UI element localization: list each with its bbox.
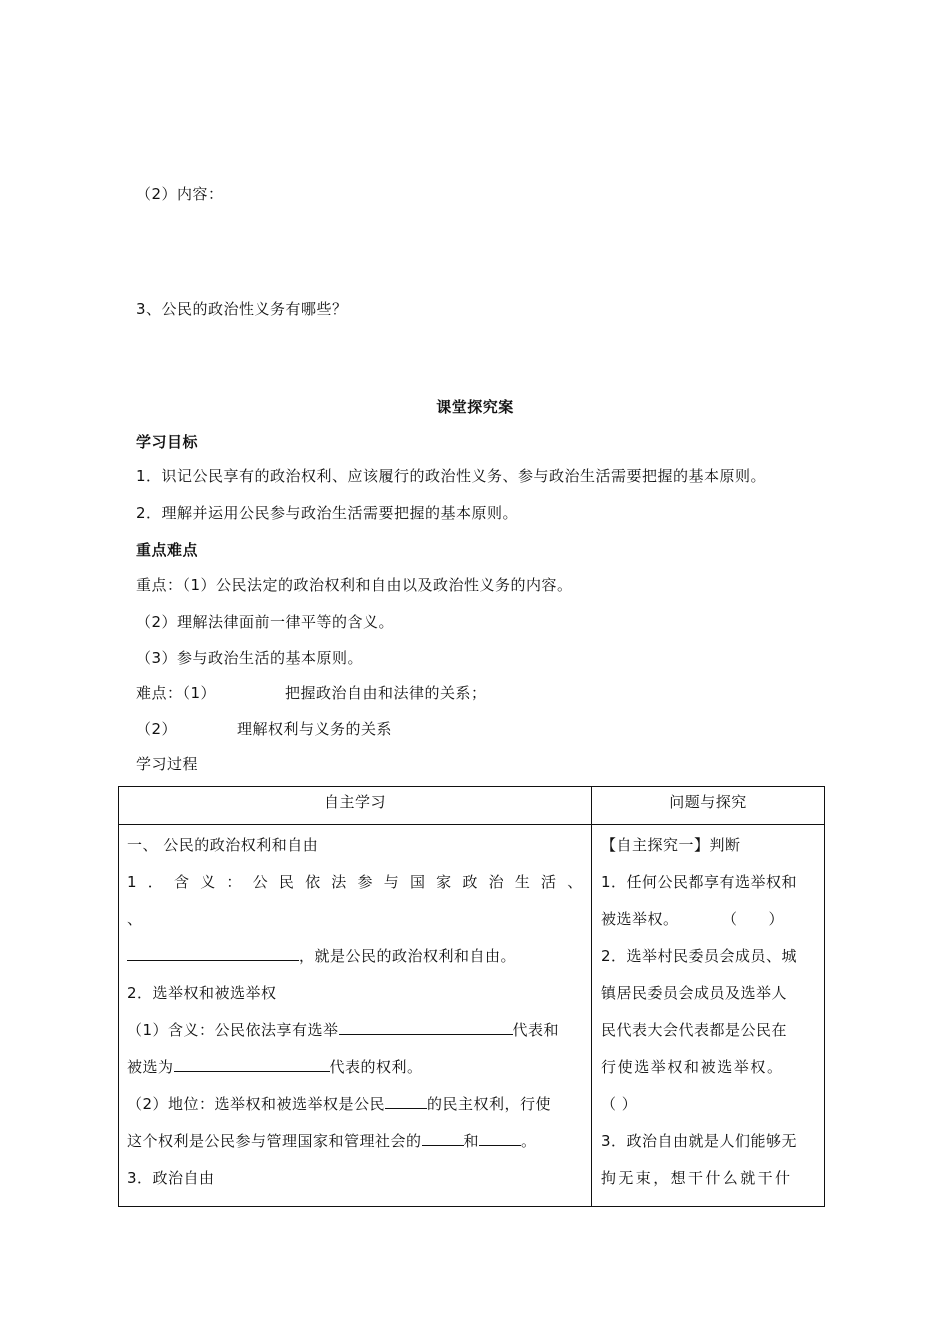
content-label: （2）内容：	[136, 185, 224, 203]
difficulty-1-text: 把握政治自由和法律的关系；	[285, 684, 487, 702]
right-line-7: 行使选举权和被选举权。	[601, 1058, 784, 1076]
right-line-3: 被选举权。	[601, 910, 679, 928]
justified-char: 、	[567, 873, 583, 891]
justified-char: 国	[409, 873, 426, 891]
question-3: 3、公民的政治性义务有哪些？	[136, 300, 348, 318]
left-line-6	[127, 1020, 559, 1040]
header-self-study	[119, 787, 592, 825]
justified-char: 民	[278, 873, 295, 891]
difficulty-2-label: （2）	[136, 720, 178, 738]
left-line-8-a: （2）地位：选举权和被选举权是公民	[127, 1095, 386, 1113]
left-line-1: 一、 公民的政治权利和自由	[127, 836, 319, 854]
left-line-9-c: 。	[521, 1132, 537, 1150]
left-line-6-b: 代表和	[512, 1021, 560, 1039]
justified-char: 家	[436, 873, 452, 891]
fill-blank[interactable]	[422, 1131, 464, 1146]
left-line-3: 、	[127, 910, 143, 928]
left-line-9-a: 这个权利是公民参与管理国家和管理社会的	[127, 1132, 422, 1150]
justified-char: 参	[357, 873, 374, 891]
justified-char: 依	[305, 873, 321, 891]
key-point-3: （3）参与政治生活的基本原则。	[136, 649, 364, 667]
justified-char: 政	[462, 873, 478, 891]
answer-paren-2[interactable]: （ ）	[601, 1095, 638, 1113]
justified-char: 生	[514, 873, 531, 891]
justified-char: 1	[127, 873, 138, 891]
left-line-7	[127, 1057, 423, 1077]
process-label: 学习过程	[136, 755, 199, 773]
justified-char: 义	[200, 873, 216, 891]
justified-char: 活	[541, 873, 557, 891]
left-line-8-b: 的民主权利，行使	[427, 1095, 552, 1113]
fill-blank[interactable]	[479, 1131, 521, 1146]
difficulty-1-label: 难点：（1）	[136, 684, 217, 702]
col-right-header: 问题与探究	[669, 793, 747, 811]
key-point-1: 重点：（1）公民法定的政治权利和自由以及政治性义务的内容。	[136, 576, 573, 594]
fill-blank[interactable]	[127, 946, 299, 961]
right-line-6: 民代表大会代表都是公民在	[601, 1021, 788, 1039]
left-line-7-b: 代表的权利。	[329, 1058, 423, 1076]
left-content-cell	[119, 825, 592, 1207]
left-line-9	[127, 1131, 537, 1151]
fill-blank[interactable]	[385, 1094, 427, 1109]
study-table	[118, 786, 825, 1207]
header-questions	[592, 787, 825, 825]
justified-char: 法	[331, 873, 347, 891]
goals-heading: 学习目标	[136, 433, 199, 451]
section-title: 课堂探究案	[436, 398, 514, 416]
right-line-10: 拘无束，想干什么就干什	[601, 1169, 793, 1187]
key-point-2: （2）理解法律面前一律平等的含义。	[136, 613, 395, 631]
fill-blank[interactable]	[339, 1020, 513, 1035]
right-line-9: 3．政治自由就是人们能够无	[601, 1132, 798, 1150]
col-left-header: 自主学习	[323, 793, 386, 811]
justified-char: 含	[173, 873, 190, 891]
fill-blank[interactable]	[174, 1057, 330, 1072]
right-line-2: 1．任何公民都享有选举权和	[601, 873, 798, 891]
left-line-9-b: 和	[463, 1132, 480, 1150]
right-line-5: 镇居民委员会成员及选举人	[601, 984, 788, 1002]
goal-2: 2．理解并运用公民参与政治生活需要把握的基本原则。	[136, 504, 519, 522]
left-line-4-text: ，就是公民的政治权利和自由。	[299, 947, 517, 965]
left-line-2	[127, 872, 583, 892]
left-line-7-a: 被选为	[127, 1058, 174, 1076]
justified-char: ：	[226, 873, 242, 891]
right-line-4: 2．选举村民委员会成员、城	[601, 947, 798, 965]
key-heading: 重点难点	[136, 541, 199, 559]
left-line-10: 3．政治自由	[127, 1169, 215, 1187]
justified-char: ．	[147, 873, 164, 891]
left-line-8	[127, 1094, 551, 1114]
goal-1: 1．识记公民享有的政治权利、应该履行的政治性义务、参与政治生活需要把握的基本原则。	[136, 467, 767, 485]
justified-char: 治	[488, 873, 505, 891]
difficulty-2-text: 理解权利与义务的关系	[237, 720, 393, 738]
justified-char: 公	[252, 873, 269, 891]
right-content-cell	[592, 825, 825, 1207]
left-line-5: 2．选举权和被选举权	[127, 984, 277, 1002]
justified-char: 与	[383, 873, 400, 891]
answer-paren-1[interactable]: （ ）	[722, 910, 785, 928]
left-line-4	[127, 946, 516, 966]
right-line-1: 【自主探究一】判断	[601, 836, 741, 854]
left-line-6-a: （1）含义：公民依法享有选举	[127, 1021, 339, 1039]
